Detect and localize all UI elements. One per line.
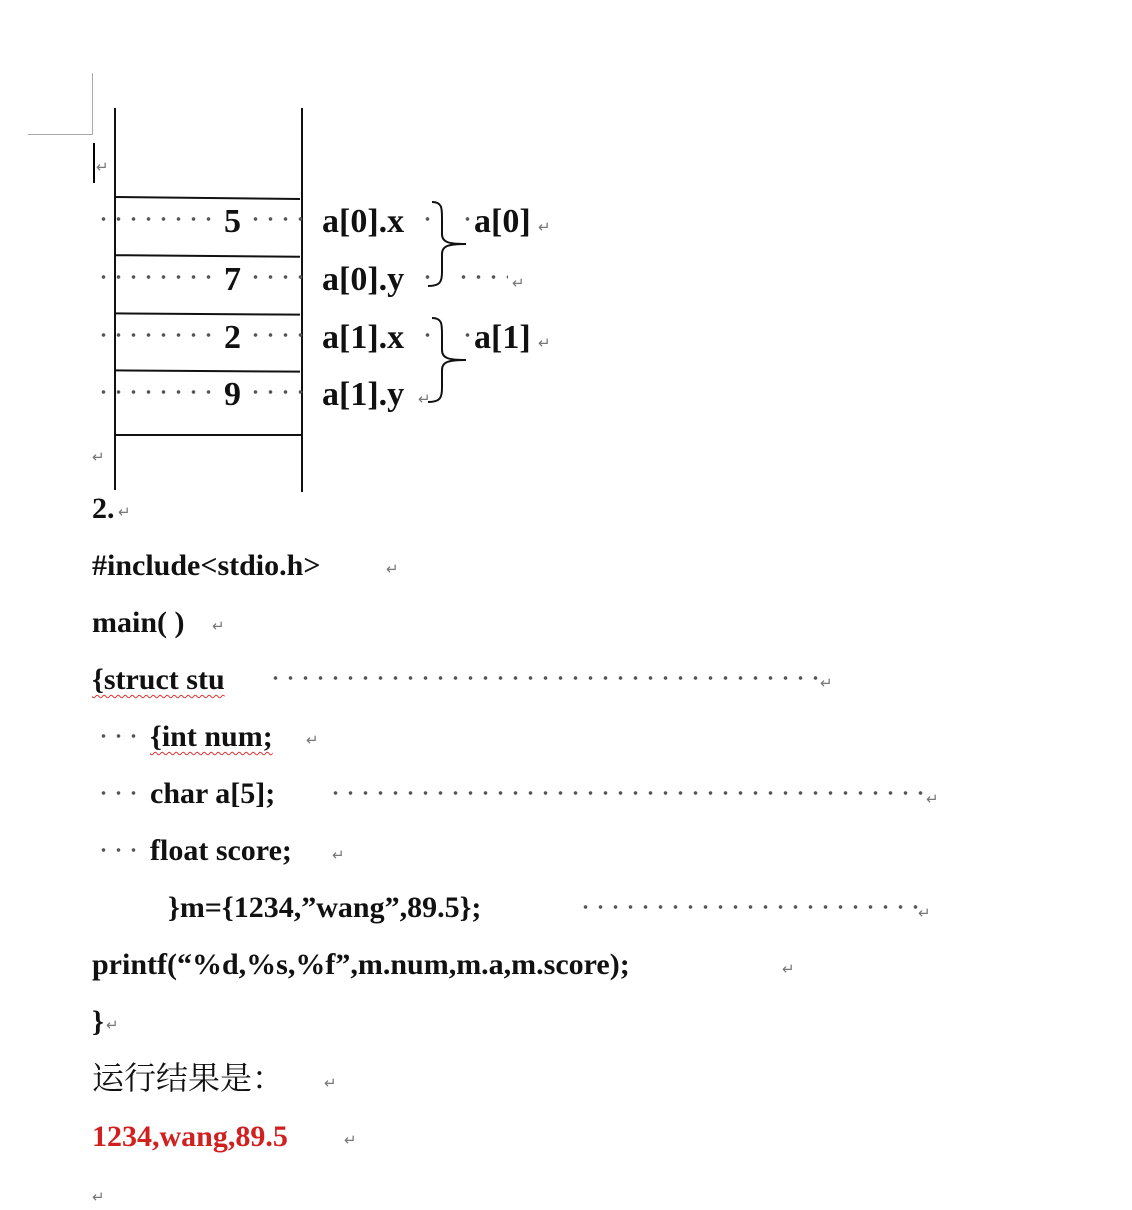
paragraph-mark: ↵ <box>106 1016 119 1034</box>
paragraph-mark: ↵ <box>918 904 931 922</box>
cell-divider <box>114 254 300 258</box>
memory-cell-value: 2 <box>224 319 241 356</box>
paragraph-mark: ↵ <box>96 158 109 176</box>
memory-left-wall <box>114 108 116 490</box>
paragraph-mark: ↵ <box>306 731 319 749</box>
paragraph-mark: ↵ <box>344 1131 357 1149</box>
paragraph-mark: ↵ <box>538 218 551 236</box>
code-line-char: char a[5]; <box>150 777 276 810</box>
paragraph-mark: ↵ <box>332 846 345 864</box>
cell-divider <box>114 312 300 315</box>
code-line-main: main( ) <box>92 606 185 639</box>
brace-icon <box>426 198 470 290</box>
paragraph-mark: ↵ <box>92 448 105 466</box>
paragraph-mark: ↵ <box>538 334 551 352</box>
member-label: a[1].y <box>322 376 405 413</box>
text-cursor <box>93 143 95 183</box>
code-line-printf: printf(“%d,%s,%f”,m.num,m.a,m.score); <box>92 948 630 981</box>
crop-mark-horizontal <box>28 134 93 135</box>
memory-cell-value: 9 <box>224 376 241 413</box>
code-line-include: #include<stdio.h> <box>92 549 321 582</box>
paragraph-mark: ↵ <box>118 503 131 521</box>
result-value: 1234,wang,89.5 <box>92 1120 288 1153</box>
paragraph-mark: ↵ <box>782 960 795 978</box>
code-line-int: {int num; <box>150 720 273 753</box>
cell-divider <box>114 369 300 372</box>
code-line-init: }m={1234,”wang”,89.5}; <box>168 891 482 924</box>
paragraph-mark: ↵ <box>926 790 939 808</box>
paragraph-mark: ↵ <box>820 674 833 692</box>
member-label: a[1].x <box>322 319 405 356</box>
paragraph-mark: ↵ <box>324 1074 337 1092</box>
code-line-float: float score; <box>150 834 292 867</box>
paragraph-mark: ↵ <box>512 274 525 292</box>
crop-mark-vertical <box>92 73 93 135</box>
code-line-close: } <box>92 1005 104 1038</box>
paragraph-mark: ↵ <box>418 390 431 408</box>
cell-divider <box>114 434 302 436</box>
section-number: 2. <box>92 492 115 525</box>
memory-cell-value: 7 <box>224 261 241 298</box>
member-label: a[0].y <box>322 261 405 298</box>
member-label: a[0].x <box>322 203 405 240</box>
group-label: a[0] <box>474 203 531 240</box>
memory-cell-value: 5 <box>224 203 241 240</box>
paragraph-mark: ↵ <box>92 1188 105 1206</box>
brace-icon <box>426 314 470 406</box>
group-label: a[1] <box>474 319 531 356</box>
paragraph-mark: ↵ <box>386 560 399 578</box>
cell-divider <box>114 196 300 200</box>
paragraph-mark: ↵ <box>212 617 225 635</box>
code-line-struct: {struct stu <box>92 663 225 696</box>
result-label: 运行结果是： <box>92 1059 285 1097</box>
